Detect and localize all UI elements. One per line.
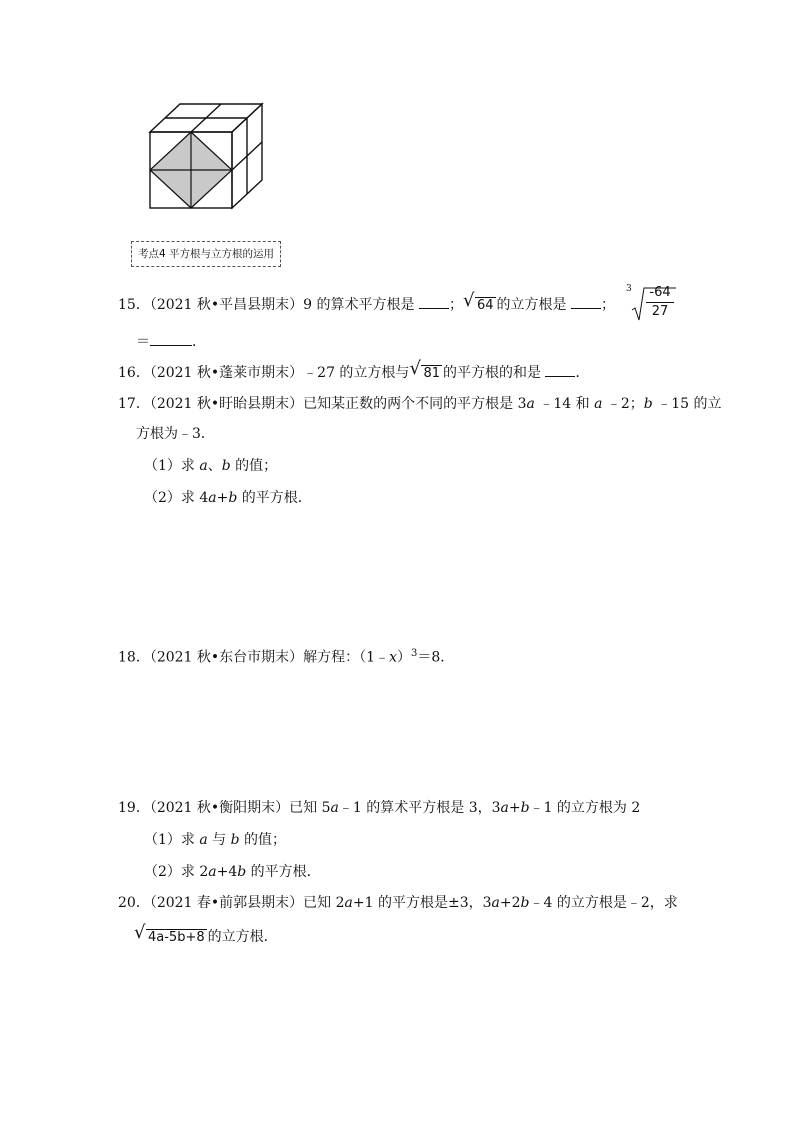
sqrt-expression: √ 64	[462, 290, 494, 313]
question-19-part-2: （2）求 2a+4b 的平方根．	[144, 864, 321, 880]
section-tag: 考点4 平方根与立方根的运用	[131, 241, 281, 267]
answer-blank[interactable]	[419, 294, 449, 309]
sqrt-expression: √ 4a-5b+8	[134, 922, 205, 945]
question-15-cont: ＝ ．	[136, 331, 206, 352]
question-15: 15．（2021 秋•平昌县期末）9 的算术平方根是 ； √ 64 的立方根是 ；	[118, 294, 615, 316]
question-20: 20．（2021 春•前郭县期末）已知 2a+1 的平方根是±3，3a+2b﹣4 的立方根是﹣2，求	[118, 895, 678, 911]
question-17-part-1: （1）求 a、b 的值；	[144, 458, 278, 474]
answer-blank[interactable]	[571, 294, 601, 309]
question-19: 19．（2021 秋•衡阳期末）已知 5a﹣1 的算术平方根是 3，3a+b﹣1 的立方根为 2	[118, 800, 641, 816]
question-17-cont: 方根为﹣3．	[136, 426, 215, 442]
question-17: 17．（2021 秋•盱眙县期末）已知某正数的两个不同的平方根是 3a ﹣14 和 a ﹣2；b ﹣15 的立	[118, 396, 722, 412]
question-19-part-1: （1）求 a 与 b 的值；	[144, 832, 287, 848]
sqrt-expression: √ 81	[409, 358, 440, 381]
cube-figure	[130, 96, 270, 214]
question-17-part-2: （2）求 4a+b 的平方根．	[144, 490, 312, 506]
answer-blank[interactable]	[150, 331, 192, 346]
question-16: 16．（2021 秋•蓬莱市期末）﹣27 的立方根与 √ 81 的平方根的和是 ．	[118, 362, 589, 384]
answer-blank[interactable]	[545, 362, 575, 377]
question-18: 18．（2021 秋•东台市期末）解方程：（1﹣x）$^3$＝8．	[118, 648, 455, 666]
question-20-cont: √ 4a-5b+8 的立方根．	[134, 927, 278, 948]
cube-root-fraction: 3 -64 27	[626, 284, 676, 324]
